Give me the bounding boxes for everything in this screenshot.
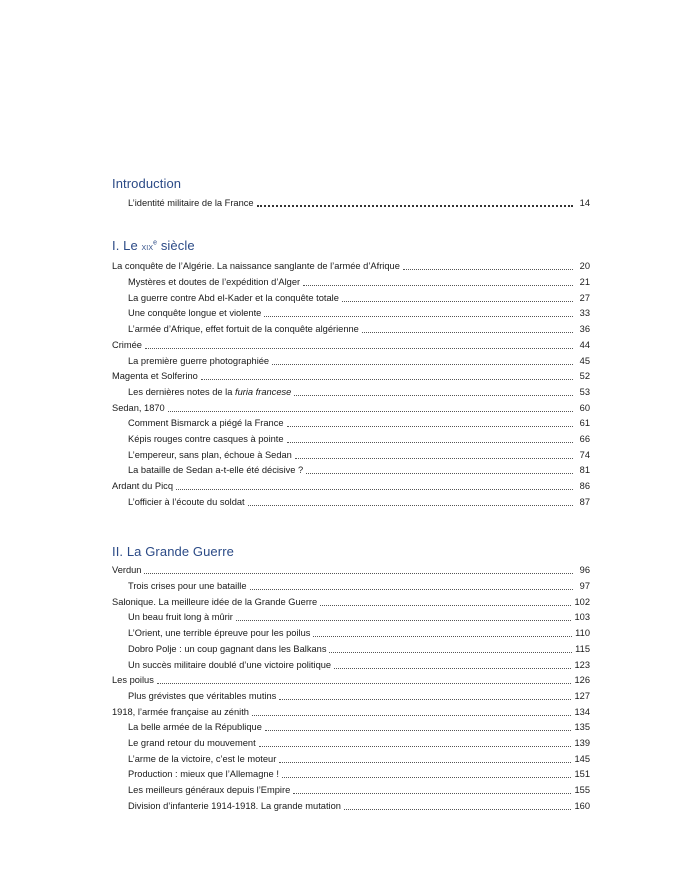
dot-leader bbox=[282, 777, 572, 778]
dot-leader bbox=[403, 269, 573, 270]
toc-entry[interactable] bbox=[112, 749, 590, 765]
toc-entry[interactable] bbox=[112, 686, 590, 702]
toc-entry-label: Magenta et Solferino bbox=[112, 371, 198, 382]
section-title-text: II. La Grande Guerre bbox=[112, 543, 234, 559]
toc-entry[interactable] bbox=[112, 765, 590, 781]
toc-entry[interactable] bbox=[112, 718, 590, 734]
toc-entry-page: 21 bbox=[579, 277, 590, 288]
toc-entry-page: 86 bbox=[579, 481, 590, 491]
dot-leader bbox=[303, 285, 573, 286]
dot-leader bbox=[313, 636, 572, 637]
toc-entry[interactable] bbox=[112, 382, 590, 398]
toc-entry[interactable] bbox=[112, 429, 590, 445]
toc-entry[interactable] bbox=[112, 561, 590, 577]
dot-leader bbox=[236, 620, 572, 621]
toc-entry-label: La conquête de l’Algérie. La naissance sanglante de l’armée d’Afrique bbox=[112, 261, 400, 272]
toc-entry[interactable] bbox=[112, 351, 590, 367]
toc-entry-page: 81 bbox=[579, 465, 590, 476]
toc-entry-page: 61 bbox=[579, 418, 590, 429]
toc-entry[interactable] bbox=[112, 780, 590, 796]
toc-entry[interactable] bbox=[112, 304, 590, 320]
toc-entry-label: L’arme de la victoire, c’est le moteur bbox=[128, 753, 277, 764]
toc-entry-label: Crimée bbox=[112, 339, 142, 350]
toc-entry-page: 52 bbox=[579, 371, 590, 382]
dot-leader bbox=[362, 332, 573, 333]
toc-entry[interactable] bbox=[112, 461, 590, 477]
dot-leader bbox=[157, 683, 572, 684]
dot-leader bbox=[334, 668, 571, 669]
toc-entry-page: 160 bbox=[574, 800, 590, 811]
toc-entry[interactable] bbox=[112, 367, 590, 383]
table-of-contents bbox=[112, 176, 590, 836]
toc-entry[interactable] bbox=[112, 592, 590, 608]
dot-leader bbox=[279, 762, 571, 763]
toc-entry-label: L’empereur, sans plan, échoue à Sedan bbox=[128, 449, 292, 460]
dot-leader bbox=[287, 426, 573, 427]
toc-entry[interactable] bbox=[112, 702, 590, 718]
dot-leader bbox=[144, 573, 573, 574]
toc-entry[interactable] bbox=[112, 414, 590, 430]
toc-entry[interactable] bbox=[112, 639, 590, 655]
dot-leader bbox=[306, 473, 573, 474]
dot-leader bbox=[329, 652, 572, 653]
dot-leader bbox=[279, 699, 571, 700]
toc-entry-label: 1918, l’armée française au zénith bbox=[112, 706, 249, 717]
toc-entry-page: 102 bbox=[574, 596, 590, 607]
toc-entry-page: 36 bbox=[579, 324, 590, 335]
toc-entry[interactable] bbox=[112, 335, 590, 351]
toc-entry-label: Mystères et doutes de l’expédition d’Alger bbox=[128, 277, 301, 288]
dot-leader bbox=[168, 411, 573, 412]
dot-leader bbox=[294, 395, 573, 396]
section-entries bbox=[112, 561, 590, 812]
dot-leader bbox=[250, 589, 573, 590]
section-entries bbox=[112, 193, 590, 209]
toc-entry-label: Comment Bismarck a piégé la France bbox=[128, 418, 284, 429]
toc-entry-label-text: Les dernières notes de la bbox=[128, 386, 235, 397]
toc-entry-label-italic: furia francese bbox=[234, 386, 292, 397]
section-title bbox=[112, 544, 590, 560]
toc-entry[interactable] bbox=[112, 272, 590, 288]
toc-entry-page: 103 bbox=[574, 612, 590, 623]
dot-leader bbox=[145, 348, 573, 349]
toc-entry-label: Le grand retour du mouvement bbox=[128, 737, 256, 748]
toc-entry-label: Ardant du Picq bbox=[112, 481, 173, 491]
dot-leader bbox=[320, 605, 571, 606]
toc-entry-page: 110 bbox=[575, 628, 590, 639]
toc-entry-label: Plus grévistes que véritables mutins bbox=[128, 690, 277, 701]
dot-leader bbox=[264, 316, 573, 317]
toc-entry-page: 155 bbox=[574, 785, 590, 795]
section-title bbox=[112, 238, 590, 256]
toc-entry-page: 139 bbox=[574, 737, 590, 748]
toc-entry-page: 97 bbox=[579, 581, 590, 592]
toc-entry[interactable] bbox=[112, 476, 590, 492]
toc-entry-label: Un succès militaire doublé d’une victoire politique bbox=[128, 659, 332, 670]
section-title-text: Introduction bbox=[112, 176, 182, 191]
toc-entry-page: 87 bbox=[579, 496, 590, 507]
toc-entry-label: La guerre contre Abd el-Kader et la conquête totale bbox=[128, 292, 339, 303]
toc-entry[interactable] bbox=[112, 492, 590, 508]
toc-entry-label: La belle armée de la République bbox=[128, 722, 262, 733]
toc-entry-page: 123 bbox=[574, 659, 590, 670]
toc-entry-page: 145 bbox=[574, 753, 590, 764]
toc-entry[interactable] bbox=[112, 193, 590, 209]
toc-entry[interactable] bbox=[112, 796, 590, 812]
toc-entry-page: 60 bbox=[579, 402, 590, 413]
toc-entry-page: 45 bbox=[579, 355, 590, 366]
toc-entry-page: 20 bbox=[579, 261, 590, 272]
toc-entry-label: L’Orient, une terrible épreuve pour les poilus bbox=[128, 628, 311, 639]
toc-entry-page: 115 bbox=[575, 643, 590, 654]
toc-entry-page: 127 bbox=[574, 690, 590, 701]
toc-entry-page: 33 bbox=[579, 308, 590, 319]
toc-entry-page: 135 bbox=[574, 722, 590, 733]
toc-entry[interactable] bbox=[112, 671, 590, 687]
toc-entry-page: 151 bbox=[574, 769, 590, 780]
toc-entry-label: Production : mieux que l’Allemagne ! bbox=[128, 769, 279, 780]
section-title-suffix: siècle bbox=[157, 237, 195, 253]
dot-leader bbox=[252, 715, 572, 716]
toc-entry[interactable] bbox=[112, 257, 590, 273]
toc-entry-page: 74 bbox=[579, 449, 590, 460]
toc-entry-page: 14 bbox=[579, 197, 590, 208]
dot-leader bbox=[176, 489, 573, 490]
toc-section-introduction bbox=[112, 176, 590, 209]
dot-leader bbox=[293, 793, 571, 794]
toc-entry-page: 66 bbox=[579, 433, 590, 444]
toc-entry[interactable] bbox=[112, 733, 590, 749]
dot-leader bbox=[248, 505, 573, 506]
toc-entry[interactable] bbox=[112, 655, 590, 671]
toc-section-grande-guerre bbox=[112, 544, 590, 812]
dot-leader bbox=[201, 379, 573, 380]
dot-leader bbox=[295, 458, 573, 459]
toc-entry-label: L’identité militaire de la France bbox=[128, 197, 254, 208]
toc-entry-page: 27 bbox=[579, 292, 590, 303]
toc-entry-label: Les poilus bbox=[112, 675, 154, 686]
dot-leader bbox=[259, 746, 572, 747]
toc-entry[interactable] bbox=[112, 576, 590, 592]
toc-entry-page: 126 bbox=[574, 675, 590, 686]
toc-entry-label bbox=[128, 386, 291, 398]
toc-entry-label: Verdun bbox=[112, 565, 142, 576]
toc-entry-label: Un beau fruit long à mûrir bbox=[128, 612, 233, 623]
toc-entry[interactable] bbox=[112, 288, 590, 304]
toc-entry[interactable] bbox=[112, 445, 590, 461]
toc-entry-label: Division d’infanterie 1914-1918. La grande mutation bbox=[128, 800, 341, 811]
section-title-century: xix bbox=[141, 241, 154, 253]
dot-leader bbox=[272, 364, 573, 365]
toc-entry-label: Sedan, 1870 bbox=[112, 402, 165, 413]
section-title-prefix: I. Le bbox=[112, 237, 142, 253]
toc-entry[interactable] bbox=[112, 319, 590, 335]
section-title-superscript: e bbox=[153, 239, 158, 247]
toc-entry-page: 134 bbox=[574, 706, 590, 717]
toc-entry-label: Dobro Polje : un coup gagnant dans les Balkans bbox=[128, 643, 327, 654]
dot-leader bbox=[342, 301, 573, 302]
toc-entry-label: La bataille de Sedan a-t-elle été décisive ? bbox=[128, 465, 304, 476]
toc-entry-label: L’officier à l’écoute du soldat bbox=[128, 496, 245, 507]
toc-entry-label: Les meilleurs généraux depuis l’Empire bbox=[128, 785, 291, 795]
toc-entry[interactable] bbox=[112, 623, 590, 639]
section-title bbox=[112, 176, 590, 192]
toc-entry-label: La première guerre photographiée bbox=[128, 355, 270, 366]
toc-entry[interactable] bbox=[112, 608, 590, 624]
section-entries bbox=[112, 257, 590, 508]
toc-section-xix-siecle bbox=[112, 238, 590, 508]
dot-leader bbox=[344, 809, 572, 810]
toc-entry-label: Képis rouges contre casques à pointe bbox=[128, 433, 284, 444]
dot-leader bbox=[265, 730, 572, 731]
toc-entry-label: Salonique. La meilleure idée de la Grande Guerre bbox=[112, 596, 318, 607]
dot-leader bbox=[257, 205, 573, 207]
toc-entry-page: 96 bbox=[579, 565, 590, 576]
dot-leader bbox=[287, 442, 573, 443]
toc-entry-label: Trois crises pour une bataille bbox=[128, 581, 247, 592]
toc-entry[interactable] bbox=[112, 398, 590, 414]
toc-entry-label: L’armée d’Afrique, effet fortuit de la conquête algérienne bbox=[128, 324, 359, 335]
toc-entry-page: 44 bbox=[579, 339, 590, 350]
toc-entry-label: Une conquête longue et violente bbox=[128, 308, 262, 319]
toc-entry-page: 53 bbox=[579, 386, 590, 397]
